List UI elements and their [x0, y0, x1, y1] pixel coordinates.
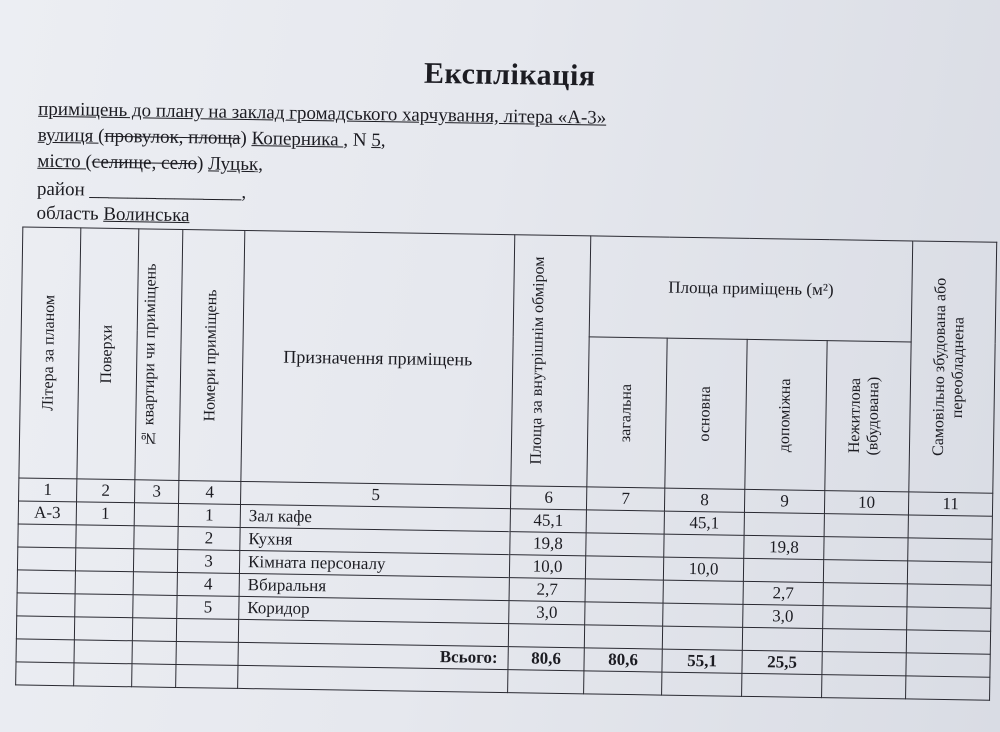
header-line-purpose: приміщень до плану на заклад громадського харчування, літера «А-3» [38, 98, 607, 129]
col-number: 6 [510, 486, 586, 510]
street-end: , [380, 130, 386, 152]
street-struck-text: провулок, площа [104, 125, 241, 149]
header-apartment: № квартири чи приміщень [135, 229, 183, 481]
cell-aux [744, 512, 824, 536]
cell-selfbuilt [908, 538, 992, 562]
cell-total [585, 556, 663, 580]
col-number: 10 [824, 491, 908, 515]
cell-selfbuilt [908, 515, 992, 539]
cell-inner-area: 10,0 [509, 555, 585, 579]
cell-room-number: 3 [177, 549, 239, 573]
header-self-built: Самовільно збудована або переобладнена [909, 241, 997, 493]
cell-selfbuilt [907, 561, 991, 585]
street-prefix: вулиця ( [37, 124, 105, 147]
city-suffix: ) [196, 153, 209, 175]
cell-total [585, 602, 663, 626]
header-line-street [38, 125, 386, 152]
cell-main [663, 603, 743, 627]
cell-inner-area: 45,1 [510, 509, 586, 533]
header-line-region [36, 203, 189, 227]
totals-main: 55,1 [662, 649, 742, 673]
col-number: 4 [179, 480, 241, 504]
header-purpose: Призначення приміщень [241, 230, 515, 485]
header-inner-area: Площа за внутрішнім обміром [511, 235, 591, 487]
header-line-district [37, 179, 247, 204]
city-end: , [258, 154, 264, 176]
cell-apartment [134, 503, 178, 527]
cell-inner-area: 19,8 [510, 532, 586, 556]
city-prefix: місто ( [37, 150, 92, 173]
cell-total [586, 533, 664, 557]
header-floors: Поверхи [77, 228, 139, 480]
cell-selfbuilt [907, 584, 991, 608]
col-number: 1 [19, 478, 77, 502]
explication-table [15, 226, 997, 700]
district-value: ________________, [89, 179, 247, 203]
cell-litera [17, 547, 75, 571]
header-area-group: Площа приміщень (м²) [589, 236, 913, 342]
totals-aux: 25,5 [742, 650, 822, 674]
cell-inner-area: 2,7 [509, 578, 585, 602]
col-number: 7 [586, 487, 664, 511]
header-room-numbers: Номери приміщень [179, 229, 245, 481]
col-number: 3 [135, 480, 179, 504]
street-number: 5 [371, 129, 381, 152]
cell-room-name: Кімната персоналу [239, 550, 509, 577]
col-number: 5 [241, 481, 511, 508]
street-suffix: ) [240, 127, 252, 150]
cell-main [664, 534, 744, 558]
cell-nonres [823, 583, 907, 607]
cell-floor: 1 [76, 502, 134, 526]
document-title: Експлікація [423, 56, 596, 93]
cell-room-number: 1 [178, 503, 240, 527]
cell-nonres [823, 606, 907, 630]
region-label: область [36, 202, 104, 225]
cell-aux [743, 558, 823, 582]
cell-room-number: 5 [177, 595, 239, 619]
cell-litera [17, 570, 75, 594]
totals-inner-area: 80,6 [508, 647, 584, 671]
totals-total: 80,6 [584, 648, 662, 672]
cell-floor [75, 548, 133, 572]
cell-room-name: Зал кафе [240, 504, 510, 531]
cell-aux: 2,7 [743, 581, 823, 605]
cell-room-name: Коридор [239, 596, 509, 623]
cell-room-number: 2 [178, 526, 240, 550]
cell-nonres [823, 560, 907, 584]
cell-total [585, 579, 663, 603]
city-value: Луцьк [208, 153, 259, 176]
cell-floor [75, 594, 133, 618]
cell-nonres [824, 537, 908, 561]
col-number: 11 [908, 492, 992, 516]
cell-total [586, 510, 664, 534]
cell-apartment [133, 549, 177, 573]
cell-apartment [133, 572, 177, 596]
header-nonres: Нежитлова (вбудована) [825, 341, 911, 492]
cell-selfbuilt [907, 607, 991, 631]
cell-room-name: Вбиральня [239, 573, 509, 600]
header-main: основна [665, 339, 747, 490]
street-comma: , N [343, 129, 372, 151]
region-value: Волинська [103, 203, 190, 227]
city-struck-text: селище, село [91, 151, 198, 175]
col-number: 8 [664, 488, 744, 512]
cell-apartment [133, 595, 177, 619]
cell-inner-area: 3,0 [509, 601, 585, 625]
table-header-row-1 [21, 227, 996, 344]
cell-apartment [134, 526, 178, 550]
cell-nonres [824, 514, 908, 538]
col-number: 9 [744, 489, 824, 513]
cell-floor [76, 525, 134, 549]
header-line-city [37, 151, 263, 177]
cell-main: 45,1 [664, 511, 744, 535]
cell-litera: А-3 [18, 501, 76, 525]
cell-litera [18, 524, 76, 548]
header-aux: допоміжна [745, 340, 827, 491]
district-label: район [36, 178, 85, 201]
cell-main: 10,0 [663, 557, 743, 581]
cell-aux: 19,8 [744, 535, 824, 559]
cell-room-number: 4 [177, 572, 239, 596]
cell-room-name: Кухня [240, 527, 510, 554]
cell-litera [17, 593, 75, 617]
totals-label: Всього: [238, 642, 508, 669]
street-value: Коперника [251, 128, 344, 151]
cell-aux: 3,0 [743, 604, 823, 628]
cell-floor [75, 571, 133, 595]
cell-main [663, 580, 743, 604]
col-number: 2 [77, 479, 135, 503]
header-litera: Літера за планом [19, 227, 81, 479]
header-total: загальна [587, 337, 667, 488]
